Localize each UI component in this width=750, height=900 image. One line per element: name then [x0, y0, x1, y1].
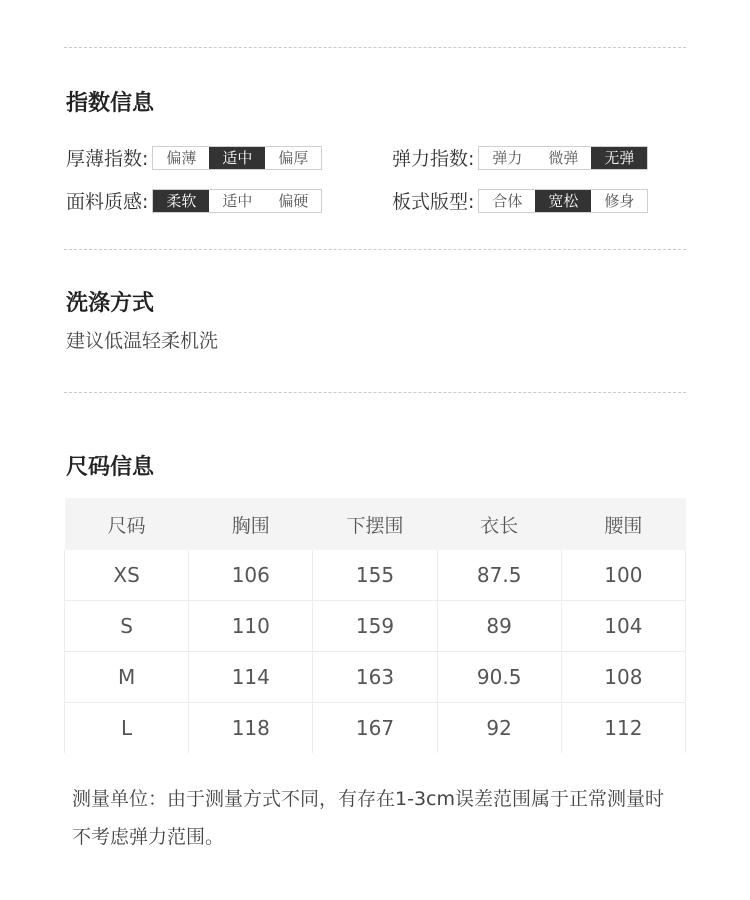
table-cell: 159: [313, 601, 437, 652]
wash-section-title: 洗涤方式: [66, 291, 155, 316]
option: 适中: [209, 190, 265, 212]
option: 偏厚: [265, 147, 321, 169]
table-row: [65, 703, 686, 754]
table-cell: 163: [313, 652, 437, 703]
table-cell: S: [65, 601, 189, 652]
header-cell: 腰围: [561, 498, 685, 550]
index-label: 弹力指数:: [392, 148, 475, 170]
size-table: [64, 498, 686, 744]
table-cell: 106: [189, 550, 313, 601]
divider-wash: [64, 392, 686, 393]
option: 偏硬: [265, 190, 321, 212]
option: 弹力: [479, 147, 535, 169]
table-cell: 112: [561, 703, 685, 754]
table-cell: 92: [437, 703, 561, 754]
option-selected: 无弹: [591, 147, 647, 169]
size-table-header: [65, 498, 686, 550]
option-selected: 适中: [209, 147, 265, 169]
fabric-texture-row: [66, 187, 322, 214]
thickness-index-row: [66, 144, 322, 171]
table-cell: M: [65, 652, 189, 703]
index-label: 厚薄指数:: [66, 148, 149, 170]
option-selected: 宽松: [535, 190, 591, 212]
option: 偏薄: [153, 147, 209, 169]
wash-instructions: 建议低温轻柔机洗: [66, 330, 219, 352]
header-cell: 尺码: [65, 498, 189, 550]
option-group: [478, 146, 648, 170]
index-label: 板式版型:: [392, 191, 475, 213]
table-cell: L: [65, 703, 189, 754]
option: 合体: [479, 190, 535, 212]
header-cell: 下摆围: [313, 498, 437, 550]
table-cell: 155: [313, 550, 437, 601]
header-cell: 胸围: [189, 498, 313, 550]
table-cell: 87.5: [437, 550, 561, 601]
table-cell: 104: [561, 601, 685, 652]
option-group: [152, 189, 322, 213]
index-section-title: 指数信息: [66, 91, 155, 116]
elasticity-index-row: [392, 144, 648, 171]
size-section-title: 尺码信息: [66, 455, 155, 480]
option-selected: 柔软: [153, 190, 209, 212]
table-cell: 100: [561, 550, 685, 601]
table-row: [65, 601, 686, 652]
index-label: 面料质感:: [66, 191, 149, 213]
table-cell: 89: [437, 601, 561, 652]
table-cell: XS: [65, 550, 189, 601]
fit-type-row: [392, 187, 648, 214]
option: 微弹: [535, 147, 591, 169]
table-cell: 90.5: [437, 652, 561, 703]
table-row: [65, 550, 686, 601]
table-cell: 110: [189, 601, 313, 652]
table-cell: 108: [561, 652, 685, 703]
table-row: [65, 652, 686, 703]
table-cell: 167: [313, 703, 437, 754]
header-cell: 衣长: [437, 498, 561, 550]
table-cell: 114: [189, 652, 313, 703]
option-group: [478, 189, 648, 213]
option-group: [152, 146, 322, 170]
table-cell: 118: [189, 703, 313, 754]
option: 修身: [591, 190, 647, 212]
divider-top: [64, 47, 686, 48]
measurement-note: 测量单位：由于测量方式不同，有存在1-3cm误差范围属于正常测量时不考虑弹力范围。: [72, 788, 664, 848]
divider-index: [64, 249, 686, 250]
